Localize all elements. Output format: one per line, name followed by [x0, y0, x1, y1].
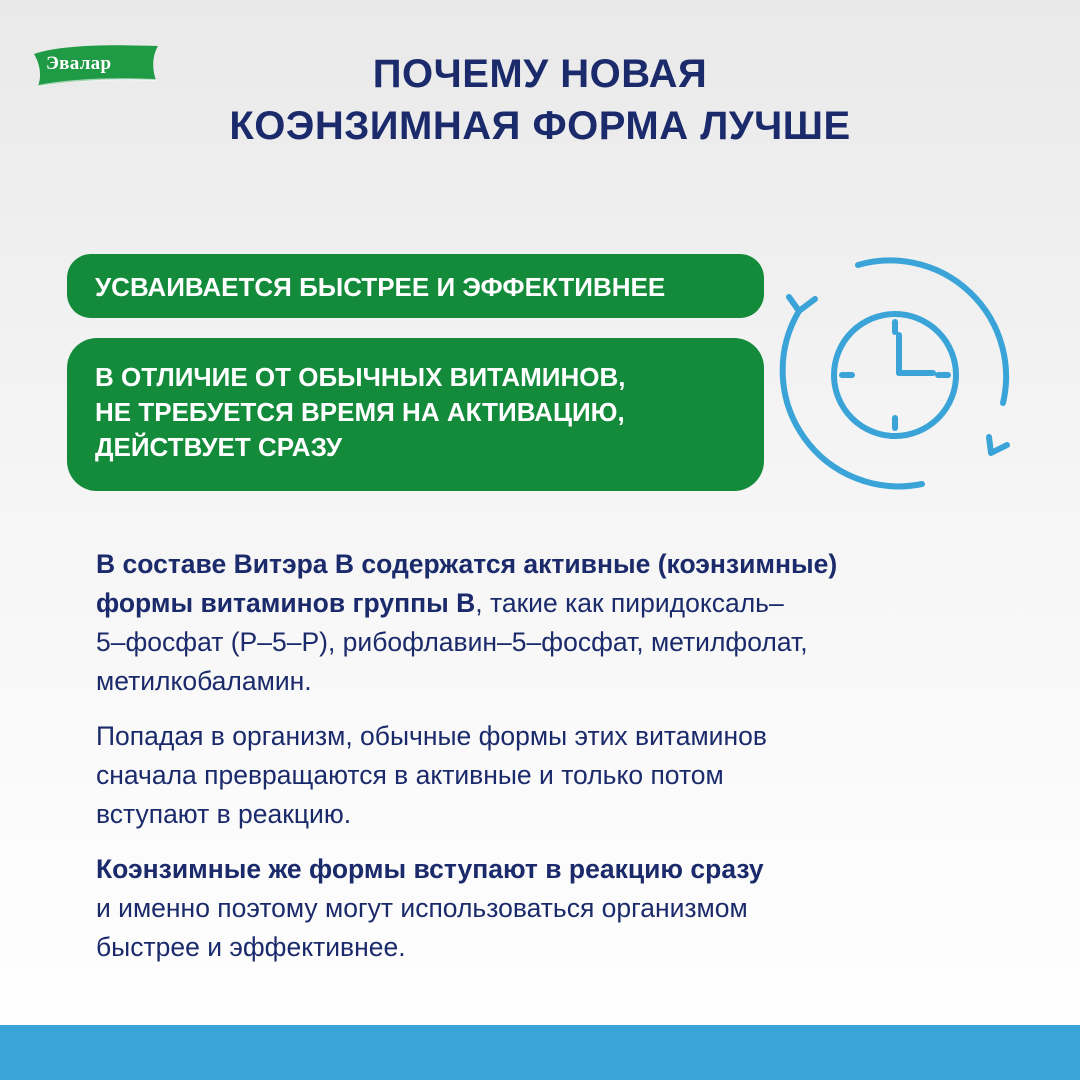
paragraph-1-line-2: [96, 584, 1026, 623]
benefit-detail-line-1: В ОТЛИЧИЕ ОТ ОБЫЧНЫХ ВИТАМИНОВ,: [95, 362, 626, 392]
clock-cycle-icon: [775, 255, 1015, 495]
paragraph-3-line-2: и именно поэтому могут использоваться организмом: [96, 893, 748, 923]
paragraph-2-line-2: сначала превращаются в активные и только потом: [96, 760, 724, 790]
page-title: [0, 48, 1080, 152]
brand-logo-text: Эвалар: [46, 53, 112, 74]
paragraph-conclusion: [96, 850, 1026, 967]
paragraph-1-line-4: метилкобаламин.: [96, 666, 312, 696]
benefit-detail-line-2: НЕ ТРЕБУЕТСЯ ВРЕМЯ НА АКТИВАЦИЮ,: [95, 397, 625, 427]
benefit-detail-pill: [67, 338, 764, 491]
description-text: [96, 545, 1026, 983]
paragraph-1-line-1: В составе Витэра В содержатся активные (коэнзимные): [96, 549, 838, 579]
footer-bar: [0, 1025, 1080, 1080]
benefit-headline-pill: УСВАИВАЕТСЯ БЫСТРЕЕ И ЭФФЕКТИВНЕЕ: [67, 254, 764, 318]
page-title-line-1: ПОЧЕМУ НОВАЯ: [372, 52, 708, 96]
paragraph-1-bold-phrase: формы витаминов группы В: [96, 588, 476, 618]
paragraph-2-line-1: Попадая в организм, обычные формы этих витаминов: [96, 721, 767, 751]
paragraph-3-line-3: быстрее и эффективнее.: [96, 932, 406, 962]
paragraph-2-line-3: вступают в реакцию.: [96, 799, 352, 829]
page-title-line-2: КОЭНЗИМНАЯ ФОРМА ЛУЧШЕ: [229, 104, 851, 148]
paragraph-1-line-2-rest: , такие как пиридоксаль–: [475, 588, 784, 618]
paragraph-coenzyme-forms: [96, 545, 1026, 701]
paragraph-1-line-3: 5–фосфат (P–5–P), рибофлавин–5–фосфат, метилфолат,: [96, 627, 808, 657]
benefit-detail-line-3: ДЕЙСТВУЕТ СРАЗУ: [95, 432, 343, 462]
paragraph-regular-forms: [96, 717, 1026, 834]
paragraph-3-line-1: Коэнзимные же формы вступают в реакцию сразу: [96, 854, 764, 884]
